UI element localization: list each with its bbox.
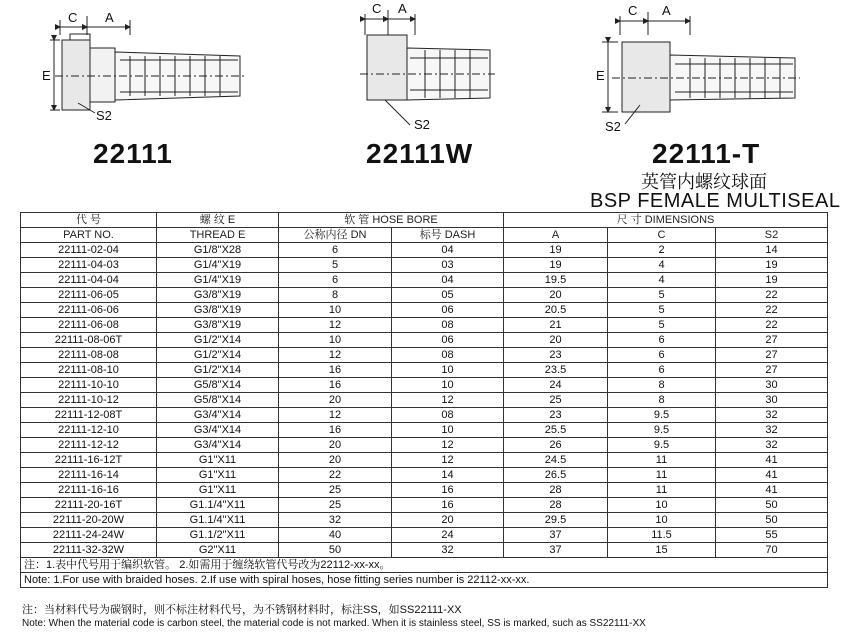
- cell-dn: 12: [279, 318, 392, 333]
- cell-dim-a: 24.5: [504, 453, 608, 468]
- cell-dim-c: 11: [608, 468, 716, 483]
- cell-dim-s2: 70: [716, 543, 828, 558]
- cell-dn: 6: [279, 243, 392, 258]
- table-row: [21, 453, 828, 468]
- table-row: [21, 423, 828, 438]
- header-hose-bore: 软 管 HOSE BORE: [279, 213, 504, 228]
- cell-dim-c: 6: [608, 333, 716, 348]
- cell-dim-a: 25.5: [504, 423, 608, 438]
- drawing-22111W: [360, 10, 495, 125]
- cell-dn: 5: [279, 258, 392, 273]
- label-s2-2: S2: [414, 117, 430, 132]
- table-row: [21, 543, 828, 558]
- cell-thread: G5/8"X14: [157, 378, 279, 393]
- cell-dim-c: 5: [608, 303, 716, 318]
- subtitle-cn: 英管内螺纹球面: [641, 172, 767, 192]
- model-title-1: 22111: [93, 138, 173, 169]
- cell-part-no: 22111-20-16T: [21, 498, 157, 513]
- cell-part-no: 22111-04-04: [21, 273, 157, 288]
- cell-dim-a: 21: [504, 318, 608, 333]
- table-row: [21, 408, 828, 423]
- cell-dash: 12: [392, 453, 504, 468]
- cell-part-no: 22111-12-10: [21, 423, 157, 438]
- header-a: A: [504, 228, 608, 243]
- cell-dim-s2: 55: [716, 528, 828, 543]
- cell-dash: 16: [392, 483, 504, 498]
- cell-part-no: 22111-16-14: [21, 468, 157, 483]
- cell-dim-a: 26.5: [504, 468, 608, 483]
- cell-dim-s2: 22: [716, 318, 828, 333]
- header-dn: 公称内径 DN: [279, 228, 392, 243]
- cell-dim-s2: 30: [716, 393, 828, 408]
- cell-dim-c: 4: [608, 273, 716, 288]
- cell-dash: 04: [392, 273, 504, 288]
- cell-dim-c: 9.5: [608, 408, 716, 423]
- table-row: [21, 243, 828, 258]
- table-row: [21, 468, 828, 483]
- cell-dim-s2: 22: [716, 288, 828, 303]
- cell-dim-c: 5: [608, 318, 716, 333]
- cell-dn: 10: [279, 303, 392, 318]
- table-row: [21, 483, 828, 498]
- cell-thread: G5/8"X14: [157, 393, 279, 408]
- label-c-2: C: [372, 1, 382, 16]
- table-row: [21, 318, 828, 333]
- cell-thread: G3/4"X14: [157, 408, 279, 423]
- label-c-1: C: [68, 10, 78, 25]
- cell-dash: 05: [392, 288, 504, 303]
- cell-dim-c: 2: [608, 243, 716, 258]
- cell-part-no: 22111-10-10: [21, 378, 157, 393]
- subtitle-en: BSP FEMALE MULTISEAL: [590, 190, 841, 212]
- cell-dash: 16: [392, 498, 504, 513]
- cell-dim-c: 11: [608, 483, 716, 498]
- cell-dim-c: 4: [608, 258, 716, 273]
- label-a-1: A: [105, 10, 114, 25]
- cell-part-no: 22111-06-05: [21, 288, 157, 303]
- cell-part-no: 22111-16-16: [21, 483, 157, 498]
- cell-dn: 40: [279, 528, 392, 543]
- drawing-22111: [50, 16, 245, 113]
- cell-dash: 20: [392, 513, 504, 528]
- cell-dim-a: 28: [504, 483, 608, 498]
- cell-dn: 20: [279, 393, 392, 408]
- cell-part-no: 22111-08-08: [21, 348, 157, 363]
- cell-part-no: 22111-06-08: [21, 318, 157, 333]
- drawing-22111-T: [602, 12, 800, 124]
- cell-part-no: 22111-06-06: [21, 303, 157, 318]
- cell-dim-s2: 32: [716, 408, 828, 423]
- cell-dim-a: 19: [504, 258, 608, 273]
- cell-dim-c: 10: [608, 498, 716, 513]
- cell-dim-s2: 19: [716, 258, 828, 273]
- cell-part-no: 22111-04-03: [21, 258, 157, 273]
- cell-dash: 08: [392, 408, 504, 423]
- cell-dn: 32: [279, 513, 392, 528]
- cell-dim-c: 6: [608, 348, 716, 363]
- cell-dim-a: 19.5: [504, 273, 608, 288]
- cell-dash: 06: [392, 333, 504, 348]
- cell-thread: G3/8"X19: [157, 288, 279, 303]
- cell-dn: 20: [279, 438, 392, 453]
- cell-thread: G1"X11: [157, 468, 279, 483]
- label-s2-1: S2: [96, 108, 112, 123]
- cell-dim-a: 20.5: [504, 303, 608, 318]
- cell-dim-s2: 30: [716, 378, 828, 393]
- cell-thread: G1/2"X14: [157, 348, 279, 363]
- cell-dash: 24: [392, 528, 504, 543]
- cell-dim-c: 11.5: [608, 528, 716, 543]
- table-row: [21, 363, 828, 378]
- cell-dim-a: 23: [504, 348, 608, 363]
- cell-dn: 25: [279, 483, 392, 498]
- cell-part-no: 22111-20-20W: [21, 513, 157, 528]
- cell-dim-a: 25: [504, 393, 608, 408]
- cell-thread: G1/4"X19: [157, 258, 279, 273]
- cell-dn: 16: [279, 378, 392, 393]
- cell-dim-a: 20: [504, 288, 608, 303]
- table-row: [21, 378, 828, 393]
- cell-thread: G1/2"X14: [157, 363, 279, 378]
- table-row: [21, 348, 828, 363]
- cell-dim-a: 23.5: [504, 363, 608, 378]
- cell-dim-c: 6: [608, 363, 716, 378]
- cell-dn: 12: [279, 408, 392, 423]
- header-dash: 标号 DASH: [392, 228, 504, 243]
- table-row: [21, 273, 828, 288]
- cell-thread: G1"X11: [157, 483, 279, 498]
- table-row: [21, 258, 828, 273]
- cell-dn: 16: [279, 363, 392, 378]
- cell-thread: G1"X11: [157, 453, 279, 468]
- table-row: [21, 333, 828, 348]
- cell-part-no: 22111-08-06T: [21, 333, 157, 348]
- cell-dim-a: 19: [504, 243, 608, 258]
- table-row: [21, 528, 828, 543]
- cell-dn: 10: [279, 333, 392, 348]
- cell-dash: 10: [392, 363, 504, 378]
- cell-dash: 08: [392, 348, 504, 363]
- cell-thread: G3/4"X14: [157, 423, 279, 438]
- cell-dn: 12: [279, 348, 392, 363]
- table-note-en: Note: 1.For use with braided hoses. 2.If use with spiral hoses, hose fitting series number is 22112-xx-xx.: [21, 573, 828, 588]
- cell-dim-s2: 22: [716, 303, 828, 318]
- cell-dash: 12: [392, 393, 504, 408]
- cell-thread: G1.1/4"X11: [157, 498, 279, 513]
- cell-dim-s2: 32: [716, 438, 828, 453]
- cell-dim-s2: 19: [716, 273, 828, 288]
- cell-thread: G3/8"X19: [157, 303, 279, 318]
- header-s2: S2: [716, 228, 828, 243]
- cell-dash: 06: [392, 303, 504, 318]
- cell-dim-s2: 50: [716, 513, 828, 528]
- footer-note-en: Note: When the material code is carbon steel, the material code is not marked. When it is stainless steel, SS is marked, such as SS22111-XX: [22, 618, 646, 629]
- table-row: [21, 288, 828, 303]
- table-row: [21, 513, 828, 528]
- cell-dim-a: 23: [504, 408, 608, 423]
- cell-dim-s2: 27: [716, 333, 828, 348]
- cell-dash: 12: [392, 438, 504, 453]
- table-row: [21, 303, 828, 318]
- cell-dn: 25: [279, 498, 392, 513]
- model-title-3: 22111-T: [652, 138, 761, 169]
- cell-dim-c: 5: [608, 288, 716, 303]
- cell-dim-a: 28: [504, 498, 608, 513]
- cell-dash: 08: [392, 318, 504, 333]
- drawings-area: [0, 0, 848, 210]
- cell-dn: 8: [279, 288, 392, 303]
- table-note-cn: 注：1.表中代号用于编织软管。 2.如需用于缠绕软管代号改为22112-xx-xx。: [21, 558, 828, 573]
- cell-dim-a: 24: [504, 378, 608, 393]
- label-a-3: A: [662, 3, 671, 18]
- cell-dim-a: 26: [504, 438, 608, 453]
- spec-table: [20, 212, 828, 588]
- cell-dash: 10: [392, 423, 504, 438]
- cell-dim-c: 10: [608, 513, 716, 528]
- cell-dim-s2: 27: [716, 348, 828, 363]
- label-e-3: E: [596, 68, 605, 83]
- cell-part-no: 22111-02-04: [21, 243, 157, 258]
- cell-dim-c: 8: [608, 393, 716, 408]
- cell-thread: G3/4"X14: [157, 438, 279, 453]
- cell-dim-c: 9.5: [608, 423, 716, 438]
- cell-dim-c: 11: [608, 453, 716, 468]
- cell-dn: 22: [279, 468, 392, 483]
- cell-dim-s2: 41: [716, 468, 828, 483]
- cell-dim-s2: 14: [716, 243, 828, 258]
- cell-dim-c: 8: [608, 378, 716, 393]
- cell-part-no: 22111-24-24W: [21, 528, 157, 543]
- cell-dim-c: 15: [608, 543, 716, 558]
- table-row: [21, 393, 828, 408]
- cell-dim-a: 37: [504, 528, 608, 543]
- cell-thread: G1.1/2"X11: [157, 528, 279, 543]
- label-a-2: A: [398, 1, 407, 16]
- cell-dim-a: 20: [504, 333, 608, 348]
- cell-part-no: 22111-12-12: [21, 438, 157, 453]
- cell-dim-s2: 41: [716, 483, 828, 498]
- cell-thread: G1/2"X14: [157, 333, 279, 348]
- cell-dn: 6: [279, 273, 392, 288]
- cell-dim-s2: 50: [716, 498, 828, 513]
- cell-dim-s2: 41: [716, 453, 828, 468]
- cell-part-no: 22111-08-10: [21, 363, 157, 378]
- table-row: [21, 438, 828, 453]
- label-c-3: C: [628, 3, 638, 18]
- cell-dash: 10: [392, 378, 504, 393]
- label-s2-3: S2: [605, 119, 621, 134]
- cell-dim-s2: 27: [716, 363, 828, 378]
- header-thread-e: THREAD E: [157, 228, 279, 243]
- cell-thread: G3/8"X19: [157, 318, 279, 333]
- cell-part-no: 22111-16-12T: [21, 453, 157, 468]
- cell-dim-c: 9.5: [608, 438, 716, 453]
- cell-dash: 04: [392, 243, 504, 258]
- cell-dash: 32: [392, 543, 504, 558]
- cell-dn: 50: [279, 543, 392, 558]
- cell-dn: 16: [279, 423, 392, 438]
- cell-dim-a: 29.5: [504, 513, 608, 528]
- header-part-no: PART NO.: [21, 228, 157, 243]
- table-row: [21, 498, 828, 513]
- header-dimensions: 尺 寸 DIMENSIONS: [504, 213, 828, 228]
- header-thread-cn: 螺 纹 E: [157, 213, 279, 228]
- cell-part-no: 22111-12-08T: [21, 408, 157, 423]
- header-c: C: [608, 228, 716, 243]
- cell-thread: G1.1/4"X11: [157, 513, 279, 528]
- cell-dash: 03: [392, 258, 504, 273]
- cell-dash: 14: [392, 468, 504, 483]
- cell-part-no: 22111-32-32W: [21, 543, 157, 558]
- cell-dim-a: 37: [504, 543, 608, 558]
- cell-thread: G1/4"X19: [157, 273, 279, 288]
- label-e-1: E: [42, 68, 51, 83]
- header-part-cn: 代 号: [21, 213, 157, 228]
- model-title-2: 22111W: [366, 138, 474, 169]
- footer-note-cn: 注：当材料代号为碳钢时，则不标注材料代号，为不锈钢材料时，标注SS，如SS22111-XX: [22, 604, 462, 616]
- cell-thread: G2"X11: [157, 543, 279, 558]
- cell-thread: G1/8"X28: [157, 243, 279, 258]
- cell-part-no: 22111-10-12: [21, 393, 157, 408]
- cell-dim-s2: 32: [716, 423, 828, 438]
- cell-dn: 20: [279, 453, 392, 468]
